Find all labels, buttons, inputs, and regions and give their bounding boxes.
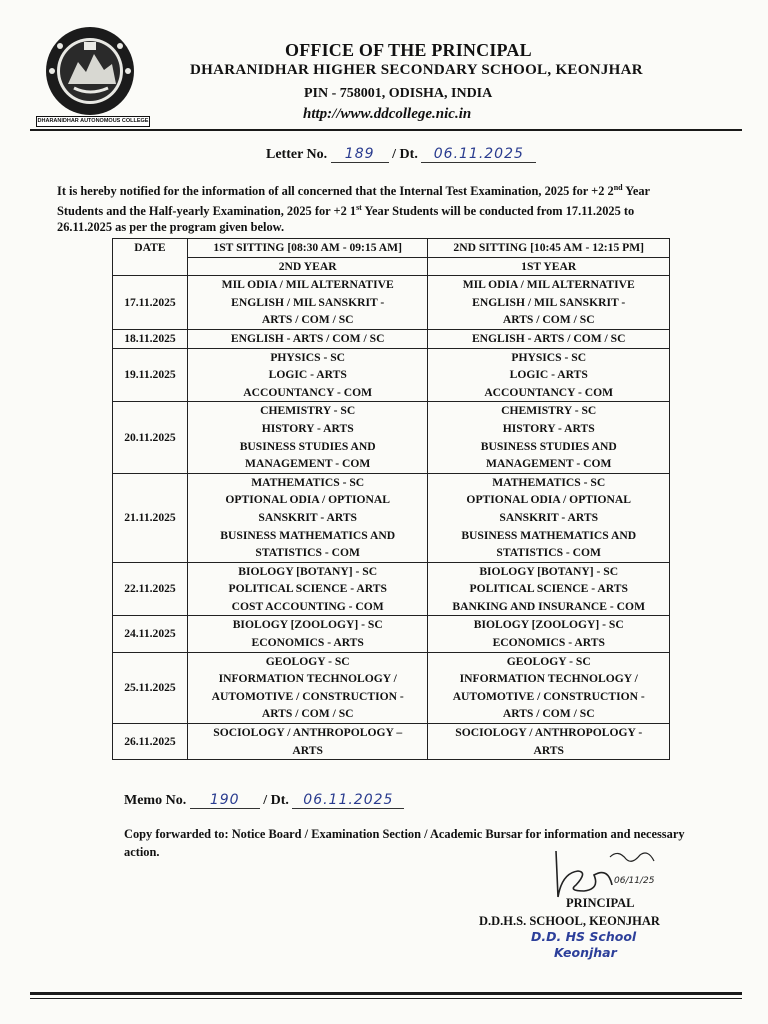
- subject-line: ENGLISH / MIL SANSKRIT -: [472, 295, 626, 309]
- school-website: http://www.ddcollege.nic.in: [303, 106, 472, 122]
- subject-line: ACCOUNTANCY - COM: [484, 385, 614, 399]
- subject-line: MATHEMATICS - SC: [251, 475, 365, 489]
- footer-divider-thin: [30, 998, 742, 999]
- exam-date-cell: 19.11.2025: [113, 348, 188, 402]
- table-row: [113, 348, 670, 402]
- subject-line: MIL ODIA / MIL ALTERNATIVE: [221, 278, 394, 292]
- office-title: OFFICE OF THE PRINCIPAL: [285, 40, 532, 60]
- second-sitting-subjects: [428, 348, 670, 402]
- subject-line: ARTS / COM / SC: [502, 707, 595, 721]
- subject-line: POLITICAL SCIENCE - ARTS: [469, 582, 628, 596]
- first-sitting-subjects: [187, 652, 428, 723]
- table-row: [113, 473, 670, 562]
- header-second-sitting: 2ND SITTING [10:45 AM - 12:15 PM]: [428, 239, 670, 258]
- first-sitting-subjects: [187, 276, 428, 330]
- school-address: PIN - 758001, ODISHA, INDIA: [304, 86, 493, 101]
- letterhead: [0, 0, 768, 135]
- exam-date-cell: 25.11.2025: [113, 652, 188, 723]
- exam-date-cell: 21.11.2025: [113, 473, 188, 562]
- logo-caption: DHARANIDHAR AUTONOMOUS COLLEGE: [36, 116, 150, 127]
- school-name: DHARANIDHAR HIGHER SECONDARY SCHOOL, KEONJHAR: [190, 62, 643, 78]
- subject-line: CHEMISTRY - SC: [501, 404, 597, 418]
- table-row: [113, 616, 670, 652]
- subject-line: BANKING AND INSURANCE - COM: [452, 599, 646, 613]
- subject-line: MANAGEMENT - COM: [486, 457, 612, 471]
- subject-line: SANSKRIT - ARTS: [499, 510, 599, 524]
- subject-line: MANAGEMENT - COM: [245, 457, 371, 471]
- subject-line: ENGLISH - ARTS / COM / SC: [471, 331, 626, 345]
- table-row: [113, 724, 670, 760]
- subject-line: GEOLOGY - SC: [265, 654, 350, 668]
- subject-line: LOGIC - ARTS: [509, 368, 588, 382]
- subject-line: MIL ODIA / MIL ALTERNATIVE: [462, 278, 635, 292]
- first-sitting-subjects: [187, 616, 428, 652]
- letter-label: Letter No.: [266, 147, 328, 162]
- subject-line: ARTS / COM / SC: [261, 313, 354, 327]
- subject-line: SANSKRIT - ARTS: [258, 510, 357, 524]
- subject-line: CHEMISTRY - SC: [260, 404, 356, 418]
- subject-line: STATISTICS - COM: [496, 546, 602, 560]
- exam-date-cell: 17.11.2025: [113, 276, 188, 330]
- table-row: [113, 652, 670, 723]
- subject-line: SOCIOLOGY / ANTHROPOLOGY –: [213, 726, 403, 740]
- subject-line: GEOLOGY - SC: [506, 654, 591, 668]
- table-row: [113, 329, 670, 348]
- memo-number: 190: [190, 792, 260, 809]
- first-sitting-subjects: [187, 562, 428, 616]
- exam-date-cell: 26.11.2025: [113, 724, 188, 760]
- first-sitting-subjects: [187, 724, 428, 760]
- signature-date: 06/11/25: [614, 876, 655, 886]
- subject-line: ARTS: [533, 743, 564, 757]
- subject-line: MATHEMATICS - SC: [492, 475, 606, 489]
- school-emblem-logo: [34, 24, 146, 126]
- subject-line: SOCIOLOGY / ANTHROPOLOGY -: [455, 726, 643, 740]
- first-sitting-subjects: [187, 329, 428, 348]
- header-date: DATE: [113, 239, 188, 276]
- table-row: [113, 402, 670, 473]
- subject-line: ECONOMICS - ARTS: [492, 636, 605, 650]
- subject-line: STATISTICS - COM: [255, 546, 360, 560]
- second-sitting-subjects: [428, 724, 670, 760]
- subheader-first-year: 2ND YEAR: [187, 257, 428, 276]
- subject-line: BUSINESS MATHEMATICS AND: [461, 528, 637, 542]
- exam-date-cell: 18.11.2025: [113, 329, 188, 348]
- exam-date-cell: 22.11.2025: [113, 562, 188, 616]
- table-subheader-row: [113, 257, 670, 276]
- table-header-row: [113, 239, 670, 258]
- subject-line: ENGLISH / MIL SANSKRIT -: [231, 295, 385, 309]
- subject-line: COST ACCOUNTING - COM: [231, 599, 384, 613]
- subject-line: HISTORY - ARTS: [502, 421, 595, 435]
- memo-date: 06.11.2025: [292, 792, 404, 809]
- subject-line: INFORMATION TECHNOLOGY /: [218, 672, 397, 686]
- footer-divider-thick: [30, 992, 742, 995]
- second-sitting-subjects: [428, 616, 670, 652]
- principal-school: D.D.H.S. SCHOOL, KEONJHAR: [479, 914, 660, 928]
- subject-line: ECONOMICS - ARTS: [251, 636, 364, 650]
- subject-line: PHYSICS - SC: [511, 350, 587, 364]
- second-sitting-subjects: [428, 276, 670, 330]
- second-sitting-subjects: [428, 562, 670, 616]
- second-sitting-subjects: [428, 652, 670, 723]
- subject-line: PHYSICS - SC: [270, 350, 346, 364]
- first-sitting-subjects: [187, 402, 428, 473]
- memo-label: Memo No.: [124, 793, 187, 808]
- copy-forwarded-note: Copy forwarded to: Notice Board / Examination Section / Academic Bursar for information and necessary action.: [124, 827, 685, 859]
- subject-line: ARTS / COM / SC: [502, 313, 595, 327]
- subject-line: POLITICAL SCIENCE - ARTS: [228, 582, 387, 596]
- header-first-sitting: 1ST SITTING [08:30 AM - 09:15 AM]: [187, 239, 428, 258]
- subject-line: AUTOMOTIVE / CONSTRUCTION -: [452, 689, 645, 703]
- seal-line-2: Keonjhar: [554, 945, 617, 960]
- subject-line: HISTORY - ARTS: [261, 421, 354, 435]
- table-row: [113, 276, 670, 330]
- subject-line: BIOLOGY [ZOOLOGY] - SC: [232, 618, 383, 632]
- subject-line: OPTIONAL ODIA / OPTIONAL: [466, 493, 632, 507]
- subject-line: INFORMATION TECHNOLOGY /: [459, 672, 638, 686]
- subject-line: ACCOUNTANCY - COM: [243, 385, 373, 399]
- memo-date-label: / Dt.: [263, 793, 289, 808]
- subject-line: BUSINESS STUDIES AND: [239, 439, 376, 453]
- first-sitting-subjects: [187, 348, 428, 402]
- subject-line: BIOLOGY [BOTANY] - SC: [238, 564, 378, 578]
- subject-line: ENGLISH - ARTS / COM / SC: [230, 331, 385, 345]
- principal-title: PRINCIPAL: [566, 896, 635, 910]
- subject-line: BIOLOGY [BOTANY] - SC: [479, 564, 619, 578]
- subject-line: BUSINESS MATHEMATICS AND: [220, 528, 396, 542]
- memo-reference: [124, 792, 404, 809]
- subject-line: BIOLOGY [ZOOLOGY] - SC: [473, 618, 624, 632]
- exam-date-cell: 20.11.2025: [113, 402, 188, 473]
- first-sitting-subjects: [187, 473, 428, 562]
- letter-date-label: / Dt.: [392, 147, 418, 162]
- subject-line: ARTS / COM / SC: [261, 707, 354, 721]
- seal-line-1: D.D. HS School: [531, 929, 637, 944]
- subject-line: BUSINESS STUDIES AND: [480, 439, 617, 453]
- subject-line: AUTOMOTIVE / CONSTRUCTION -: [211, 689, 404, 703]
- second-sitting-subjects: [428, 473, 670, 562]
- letter-number: 189: [331, 146, 389, 163]
- subject-line: LOGIC - ARTS: [268, 368, 347, 382]
- letter-reference: [266, 146, 536, 163]
- subject-line: OPTIONAL ODIA / OPTIONAL: [225, 493, 390, 507]
- subject-line: ARTS: [292, 743, 323, 757]
- exam-schedule-table: [112, 238, 670, 760]
- letter-date: 06.11.2025: [421, 146, 536, 163]
- second-sitting-subjects: [428, 329, 670, 348]
- notice-intro: It is hereby notified for the information of all concerned that the Internal Test Examination, 2025 for +2 2nd Year Students and the Half-yearly Examination, 2025 for +2 1st Year Students will be conducted from 17.11.2025 to 26.11.2025 as per the program given below.: [57, 183, 650, 235]
- second-sitting-subjects: [428, 402, 670, 473]
- header-divider-thick: [30, 129, 742, 131]
- subheader-second-year: 1ST YEAR: [428, 257, 670, 276]
- exam-date-cell: 24.11.2025: [113, 616, 188, 652]
- table-row: [113, 562, 670, 616]
